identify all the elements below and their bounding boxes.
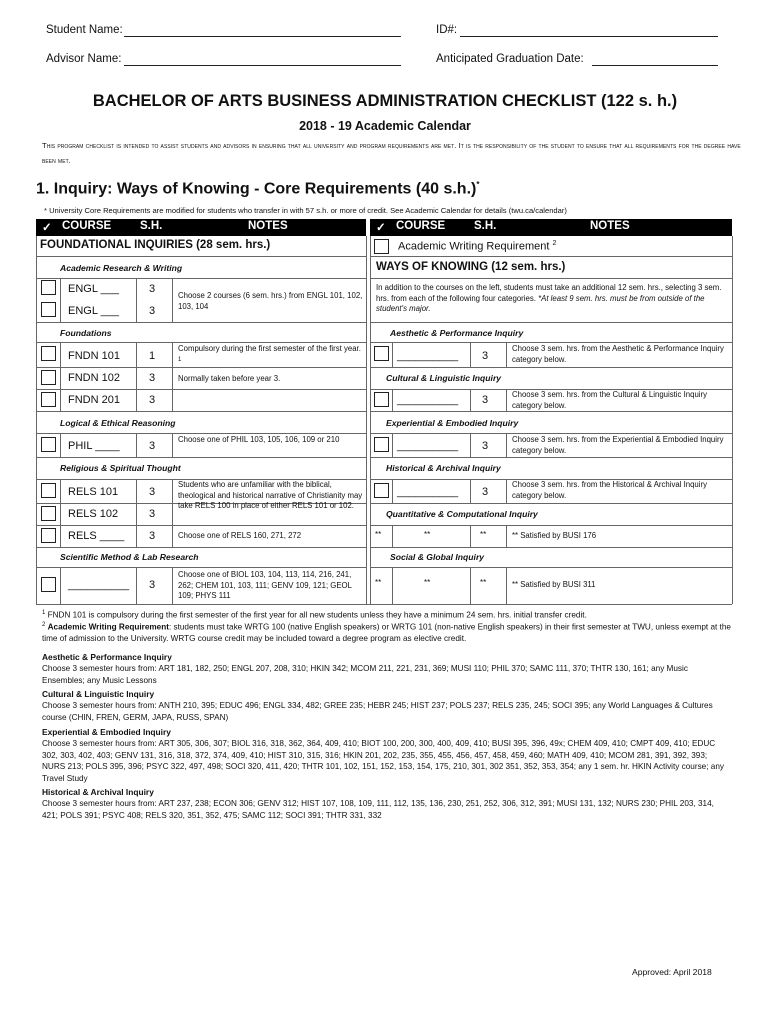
engl-1-checkbox[interactable] bbox=[41, 280, 56, 295]
footnote-1: $^1$ FNDN 101 is compulsory during the first semester of the first year for all new students unless they have a minimum 24 sem. hrs. initial transfer credit. bbox=[42, 610, 587, 620]
aesthetic-checkbox[interactable] bbox=[374, 346, 389, 361]
fndn-102-note: Normally taken before year 3. bbox=[178, 374, 281, 383]
scientific-method-category: Scientific Method & Lab Research bbox=[60, 552, 199, 562]
social-note: ** Satisfied by BUSI 311 bbox=[512, 580, 596, 589]
id-field[interactable] bbox=[460, 36, 718, 37]
phil-sh: 3 bbox=[149, 440, 156, 452]
science-course: __________ bbox=[68, 579, 130, 591]
social-check: ** bbox=[375, 578, 382, 587]
graduation-date-label: Anticipated Graduation Date: bbox=[436, 53, 584, 65]
category-text-experiential: Choose 3 semester hours from: ART 305, 306, 307; BIOL 316, 318, 362, 364, 409, 410; BIOT 100, 200, 300, 400, 409, 410; BUSI 395, 396, 49x; CHEM 409, 410; CMPT 409, 410; EDUC 302, 303, 402, 403; GENV 131, 316, 318, 372, 374, 409, 410; HIST 310, 315, 316; HKIN 201, 202, 235, 355, 455, 456, 457, 458, 459, 460; MATH 409, 410; MCOM 281, 391, 392, 393; NURS 213; POLS 395, 396; PSYC 322, 497, 498; SOCI 320, 411, 420; THTR 101, 102, 151, 152, 153, 154, 175, 210, 301, 302 351, 352, 353, 354; any 1 sem. hr. HKIN Activity course; any Travel Study bbox=[42, 739, 724, 783]
fndn-102-course: FNDN 102 bbox=[68, 372, 120, 384]
social-sh: ** bbox=[480, 578, 487, 587]
category-text-cultural: Choose 3 semester hours from: ANTH 210, 395; EDUC 496; ENGL 334, 482; GREE 235; HEBR 245; HIST 237; POLS 237; RELS 235, 245; SOCI 395; any World Languages & Cultures course (CHIN, FREN, GERM, JAPA, RUSS, SPAN) bbox=[42, 701, 713, 722]
engl-2-sh: 3 bbox=[149, 305, 156, 317]
phil-checkbox[interactable] bbox=[41, 437, 56, 452]
historical-checkbox[interactable] bbox=[374, 483, 389, 498]
category-heading-historical: Historical & Archival Inquiry bbox=[42, 787, 154, 797]
rels-3-checkbox[interactable] bbox=[41, 528, 56, 543]
rels-102-sh: 3 bbox=[149, 508, 156, 520]
aesthetic-note: Choose 3 sem. hrs. from the Aesthetic & Performance Inquiry category below. bbox=[512, 344, 724, 364]
phil-course: PHIL ____ bbox=[68, 440, 120, 452]
cultural-course: __________ bbox=[397, 394, 459, 406]
rels-101-course: RELS 101 bbox=[68, 486, 119, 498]
science-checkbox[interactable] bbox=[41, 577, 56, 592]
cultural-note: Choose 3 sem. hrs. from the Cultural & Linguistic Inquiry category below. bbox=[512, 390, 708, 410]
fndn-101-checkbox[interactable] bbox=[41, 346, 56, 361]
science-sh: 3 bbox=[149, 579, 156, 591]
rels-3-note: Choose one of RELS 160, 271, 272 bbox=[178, 531, 302, 540]
foundational-inquiries-heading: FOUNDATIONAL INQUIRIES (28 sem. hrs.) bbox=[40, 239, 271, 251]
graduation-date-field[interactable] bbox=[592, 65, 718, 66]
historical-course: __________ bbox=[397, 486, 459, 498]
engl-1-sh: 3 bbox=[149, 283, 156, 295]
quantitative-note: ** Satisfied by BUSI 176 bbox=[512, 531, 597, 540]
fndn-102-checkbox[interactable] bbox=[41, 370, 56, 385]
writing-requirement-label: Academic Writing Requirement $^2$ bbox=[398, 240, 557, 253]
engl-2-checkbox[interactable] bbox=[41, 302, 56, 317]
category-heading-cultural: Cultural & Linguistic Inquiry bbox=[42, 689, 155, 699]
id-label: ID#: bbox=[436, 24, 458, 36]
academic-research-category: Academic Research & Writing bbox=[60, 263, 183, 273]
left-table-header: ✓ COURSE S.H. NOTES bbox=[36, 219, 366, 236]
section-note: * University Core Requirements are modified for students who transfer in with 57 s.h. or more of credit. See Academic Calendar for details (twu.ca/calendar) bbox=[44, 206, 567, 215]
aesthetic-sh: 3 bbox=[482, 350, 489, 362]
writing-requirement-checkbox[interactable] bbox=[374, 239, 389, 254]
experiential-note: Choose 3 sem. hrs. from the Experiential & Embodied Inquiry category below. bbox=[512, 435, 724, 455]
fndn-201-course: FNDN 201 bbox=[68, 394, 120, 406]
experiential-course: __________ bbox=[397, 440, 459, 452]
religious-thought-category: Religious & Spiritual Thought bbox=[60, 463, 181, 473]
fndn-101-note: Compulsory during the first semester of the first year. $^1$ bbox=[178, 344, 361, 363]
cultural-category: Cultural & Linguistic Inquiry bbox=[386, 373, 502, 383]
approved-date: Approved: April 2018 bbox=[632, 967, 712, 977]
intro-text: This program checklist is intended to assist students and advisors in ensuring that all university and program requirements are met. It is the responsibility of the student to ensure that all requirements for the degree have been met. bbox=[42, 141, 741, 165]
logical-reasoning-category: Logical & Ethical Reasoning bbox=[60, 418, 176, 428]
advisor-name-field[interactable] bbox=[124, 65, 401, 66]
category-text-historical: Choose 3 semester hours from: ART 237, 238; ECON 306; GENV 312; HIST 107, 108, 109, 111, 112, 135, 136, 230, 251, 252, 306, 312, 391; MUSI 131, 132; NURS 230; PHIL 203, 314, 421; POLS 391; PSYC 408; RELS 320, 351, 352, 475; SAMC 112; SOCI 391; THTR 331, 332 bbox=[42, 799, 714, 820]
fndn-101-sh: 1 bbox=[149, 350, 156, 362]
quantitative-category: Quantitative & Computational Inquiry bbox=[386, 509, 538, 519]
rels-102-checkbox[interactable] bbox=[41, 506, 56, 521]
fndn-201-checkbox[interactable] bbox=[41, 392, 56, 407]
historical-note: Choose 3 sem. hrs. from the Historical & Archival Inquiry category below. bbox=[512, 480, 707, 500]
experiential-checkbox[interactable] bbox=[374, 437, 389, 452]
science-note: Choose one of BIOL 103, 104, 113, 114, 216, 241, 262; CHEM 101, 103, 111; GENV 109, 121; GEOL 109; PHYS 111 bbox=[178, 570, 352, 600]
social-global-category: Social & Global Inquiry bbox=[390, 552, 485, 562]
category-text-aesthetic: Choose 3 semester hours from: ART 181, 182, 250; ENGL 207, 208, 310; HKIN 342; MCOM 211, 221, 231, 369; MUSI 110; PHIL 370; SAMC 111, 370; THTR 130, 161; any Music Ensembles; any Music Lessons bbox=[42, 664, 688, 685]
quantitative-sh: ** bbox=[480, 530, 487, 539]
section-heading: 1. Inquiry: Ways of Knowing - Core Requirements (40 s.h.)* bbox=[36, 180, 480, 198]
ways-of-knowing-heading: WAYS OF KNOWING (12 sem. hrs.) bbox=[376, 261, 566, 273]
fndn-101-course: FNDN 101 bbox=[68, 350, 120, 362]
engl-1-course: ENGL ___ bbox=[68, 283, 119, 295]
foundations-category: Foundations bbox=[60, 328, 112, 338]
historical-sh: 3 bbox=[482, 486, 489, 498]
aesthetic-course: __________ bbox=[397, 350, 459, 362]
page-subtitle: 2018 - 19 Academic Calendar bbox=[299, 119, 471, 133]
advisor-name-label: Advisor Name: bbox=[46, 53, 122, 65]
footnote-2: $^2$ Academic Writing Requirement: students must take WRTG 100 (native English speakers) or WRTG 101 (non-native English speakers) in their first semester at TWU, unless exempt at the time of admission to the University. WRTG course credit may be included toward a degree program as elective credit. bbox=[42, 622, 731, 644]
cultural-sh: 3 bbox=[482, 394, 489, 406]
social-course: ** bbox=[424, 578, 431, 587]
rels-3-sh: 3 bbox=[149, 530, 156, 542]
rels-101-sh: 3 bbox=[149, 486, 156, 498]
student-name-field[interactable] bbox=[124, 36, 401, 37]
rels-3-course: RELS ____ bbox=[68, 530, 125, 542]
quantitative-course: ** bbox=[424, 530, 431, 539]
page-title: BACHELOR OF ARTS BUSINESS ADMINISTRATION CHECKLIST (122 s. h.) bbox=[92, 92, 678, 110]
experiential-sh: 3 bbox=[482, 440, 489, 452]
engl-2-course: ENGL ___ bbox=[68, 305, 119, 317]
ways-of-knowing-note: In addition to the courses on the left, students must take an additional 12 sem. hrs., selecting 3 sem. hrs. from each of the following four categories. *At least 9 sem. hrs. must be from outside of the student's major. bbox=[376, 283, 722, 313]
rels-102-course: RELS 102 bbox=[68, 508, 119, 520]
rels-101-checkbox[interactable] bbox=[41, 483, 56, 498]
fndn-201-sh: 3 bbox=[149, 394, 156, 406]
category-heading-aesthetic: Aesthetic & Performance Inquiry bbox=[42, 652, 172, 662]
student-name-label: Student Name: bbox=[46, 24, 123, 36]
fndn-102-sh: 3 bbox=[149, 372, 156, 384]
aesthetic-category: Aesthetic & Performance Inquiry bbox=[390, 328, 524, 338]
quantitative-check: ** bbox=[375, 530, 382, 539]
phil-note: Choose one of PHIL 103, 105, 106, 109 or 210 bbox=[178, 435, 340, 444]
experiential-category: Experiential & Embodied Inquiry bbox=[386, 418, 519, 428]
cultural-checkbox[interactable] bbox=[374, 392, 389, 407]
engl-note: Choose 2 courses (6 sem. hrs.) from ENGL 101, 102, 103, 104 bbox=[178, 291, 363, 311]
historical-category: Historical & Archival Inquiry bbox=[386, 463, 501, 473]
rels-note: Students who are unfamiliar with the biblical, theological and historical narrative of Christianity may take RELS 100 in place of either RELS 101 or 102. bbox=[178, 480, 363, 510]
right-table-header: ✓ COURSE S.H. NOTES bbox=[370, 219, 732, 236]
category-heading-experiential: Experiential & Embodied Inquiry bbox=[42, 727, 171, 737]
